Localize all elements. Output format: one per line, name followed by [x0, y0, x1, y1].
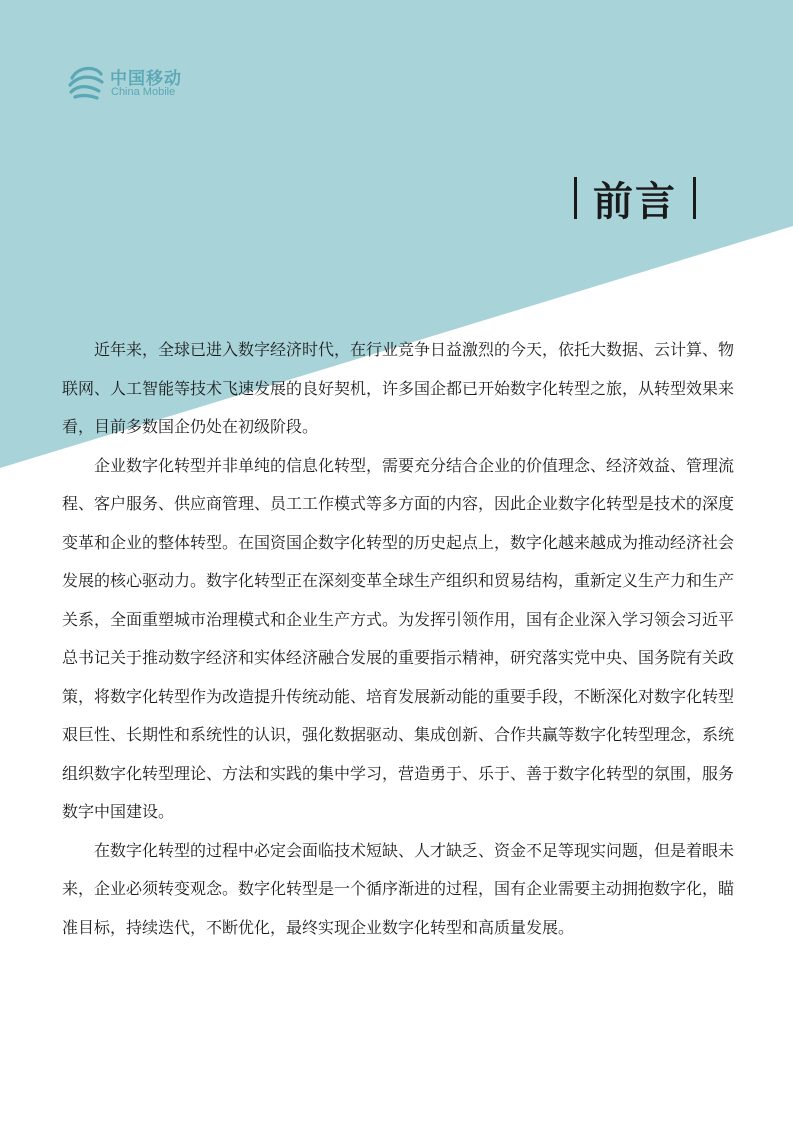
preface-body: [62, 331, 734, 947]
paragraph-3: 在数字化转型的过程中必定会面临技术短缺、人才缺乏、资金不足等现实问题，但是着眼未来，企业必须转变观念。数字化转型是一个循序渐进的过程，国有企业需要主动拥抱数字化，瞄准目标，持续迭代，不断优化，最终实现企业数字化转型和高质量发展。: [62, 840, 735, 937]
china-mobile-logo-icon: [66, 62, 106, 102]
title-right-bar: [693, 177, 696, 219]
paragraph-2: 企业数字化转型并非单纯的信息化转型，需要充分结合企业的价值理念、经济效益、管理流程、客户服务、供应商管理、员工工作模式等多方面的内容，因此企业数字化转型是技术的深度变革和企业的整体转型。在国资国企数字化转型的历史起点上，数字化越来越成为推动经济社会发展的核心驱动力。数字化转型正在深刻变革全球生产组织和贸易结构，重新定义生产力和生产关系，全面重塑城市治理模式和企业生产方式。为发挥引领作用，国有企业深入学习领会习近平总书记关于推动数字经济和实体经济融合发展的重要指示精神，研究落实党中央、国务院有关政策，将数字化转型作为改造提升传统动能、培育发展新动能的重要手段，不断深化对数字化转型艰巨性、长期性和系统性的认识，强化数据驱动、集成创新、合作共赢等数字化转型理念，系统组织数字化转型理论、方法和实践的集中学习，营造勇于、乐于、善于数字化转型的氛围，服务数字中国建设。: [62, 455, 735, 821]
paragraph-1: 近年来，全球已进入数字经济时代，在行业竞争日益激烈的今天，依托大数据、云计算、物联网、人工智能等技术飞速发展的良好契机，许多国企都已开始数字化转型之旅，从转型效果来看，目前多数国企仍处在初级阶段。: [62, 340, 735, 436]
page-title-block: [574, 172, 696, 224]
title-left-bar: [574, 177, 577, 219]
logo-english-text: China Mobile: [111, 86, 176, 98]
logo-chinese-text: 中国移动: [110, 69, 182, 89]
china-mobile-logo: [66, 60, 196, 105]
page-title: 前言: [593, 178, 677, 225]
